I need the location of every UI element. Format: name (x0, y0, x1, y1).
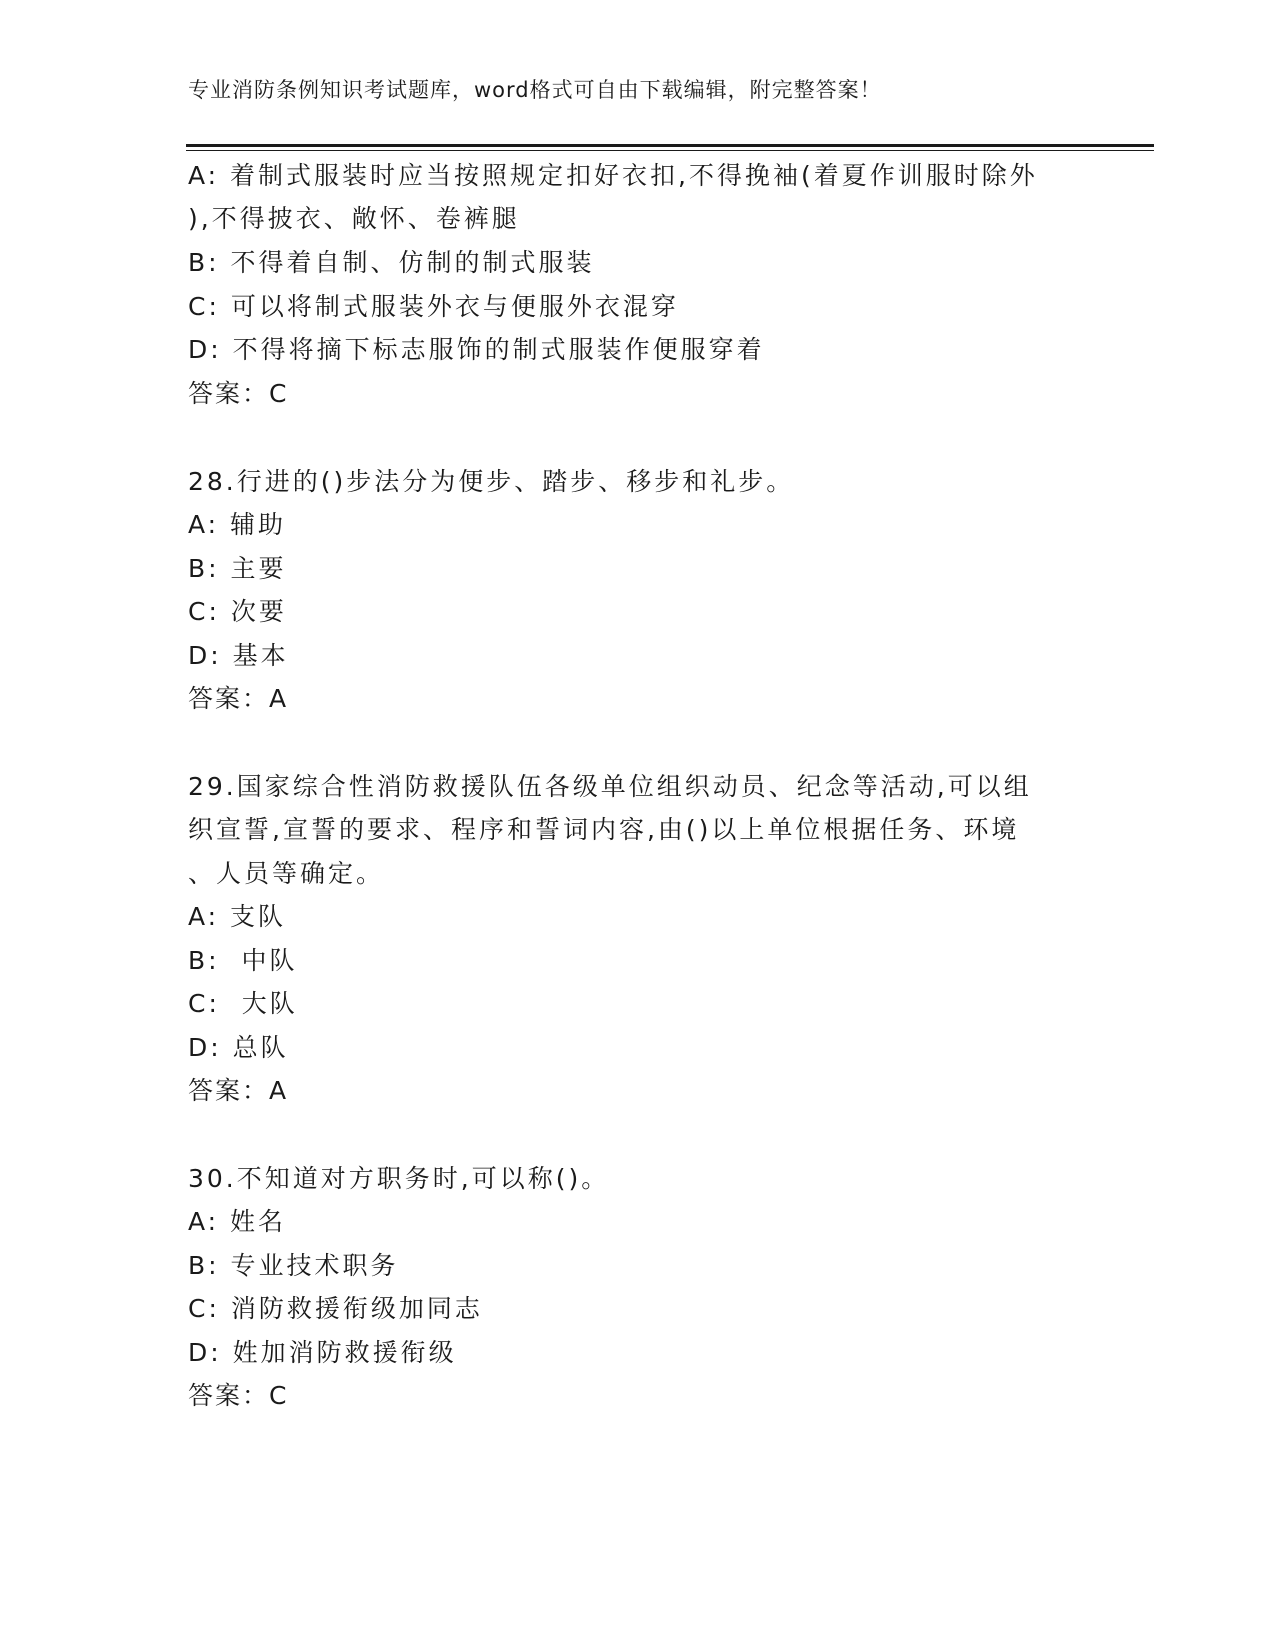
q27-answer: 答案：C (188, 379, 289, 408)
q29-answer: 答案：A (188, 1076, 289, 1105)
header-rule-thick (186, 144, 1154, 147)
q29-option-c: C: 大队 (188, 989, 298, 1018)
q28-stem: 28.行进的()步法分为便步、踏步、移步和礼步。 (188, 467, 795, 496)
q29-option-d: D: 总队 (188, 1033, 289, 1062)
q28-option-c: C: 次要 (188, 597, 287, 626)
q27-option-a-line1: A: 着制式服装时应当按照规定扣好衣扣,不得挽袖(着夏作训服时除外 (188, 161, 1038, 190)
q30-option-b: B: 专业技术职务 (188, 1251, 399, 1280)
q27-option-a-line2: ),不得披衣、敞怀、卷裤腿 (188, 204, 520, 233)
q27-option-d: D: 不得将摘下标志服饰的制式服装作便服穿着 (188, 335, 765, 364)
q30-answer: 答案：C (188, 1381, 289, 1410)
q30-option-c: C: 消防救援衔级加同志 (188, 1294, 483, 1323)
q27-option-b: B: 不得着自制、仿制的制式服装 (188, 248, 595, 277)
q29-stem-line1: 29.国家综合性消防救援队伍各级单位组织动员、纪念等活动,可以组 (188, 772, 1032, 801)
q29-stem-line3: 、人员等确定。 (188, 859, 385, 888)
q28-answer: 答案：A (188, 684, 289, 713)
q27-option-c: C: 可以将制式服装外衣与便服外衣混穿 (188, 292, 679, 321)
q29-option-b: B: 中队 (188, 946, 298, 975)
q30-option-d: D: 姓加消防救援衔级 (188, 1338, 457, 1367)
q29-option-a: A: 支队 (188, 902, 287, 931)
q28-option-d: D: 基本 (188, 641, 289, 670)
q30-stem: 30.不知道对方职务时,可以称()。 (188, 1164, 610, 1193)
document-header: 专业消防条例知识考试题库，word格式可自由下载编辑，附完整答案！ (188, 78, 882, 102)
q29-stem-line2: 织宣誓,宣誓的要求、程序和誓词内容,由()以上单位根据任务、环境 (188, 815, 1020, 844)
q28-option-b: B: 主要 (188, 554, 287, 583)
header-rule-thin (186, 150, 1154, 151)
q28-option-a: A: 辅助 (188, 510, 287, 539)
q30-option-a: A: 姓名 (188, 1207, 287, 1236)
